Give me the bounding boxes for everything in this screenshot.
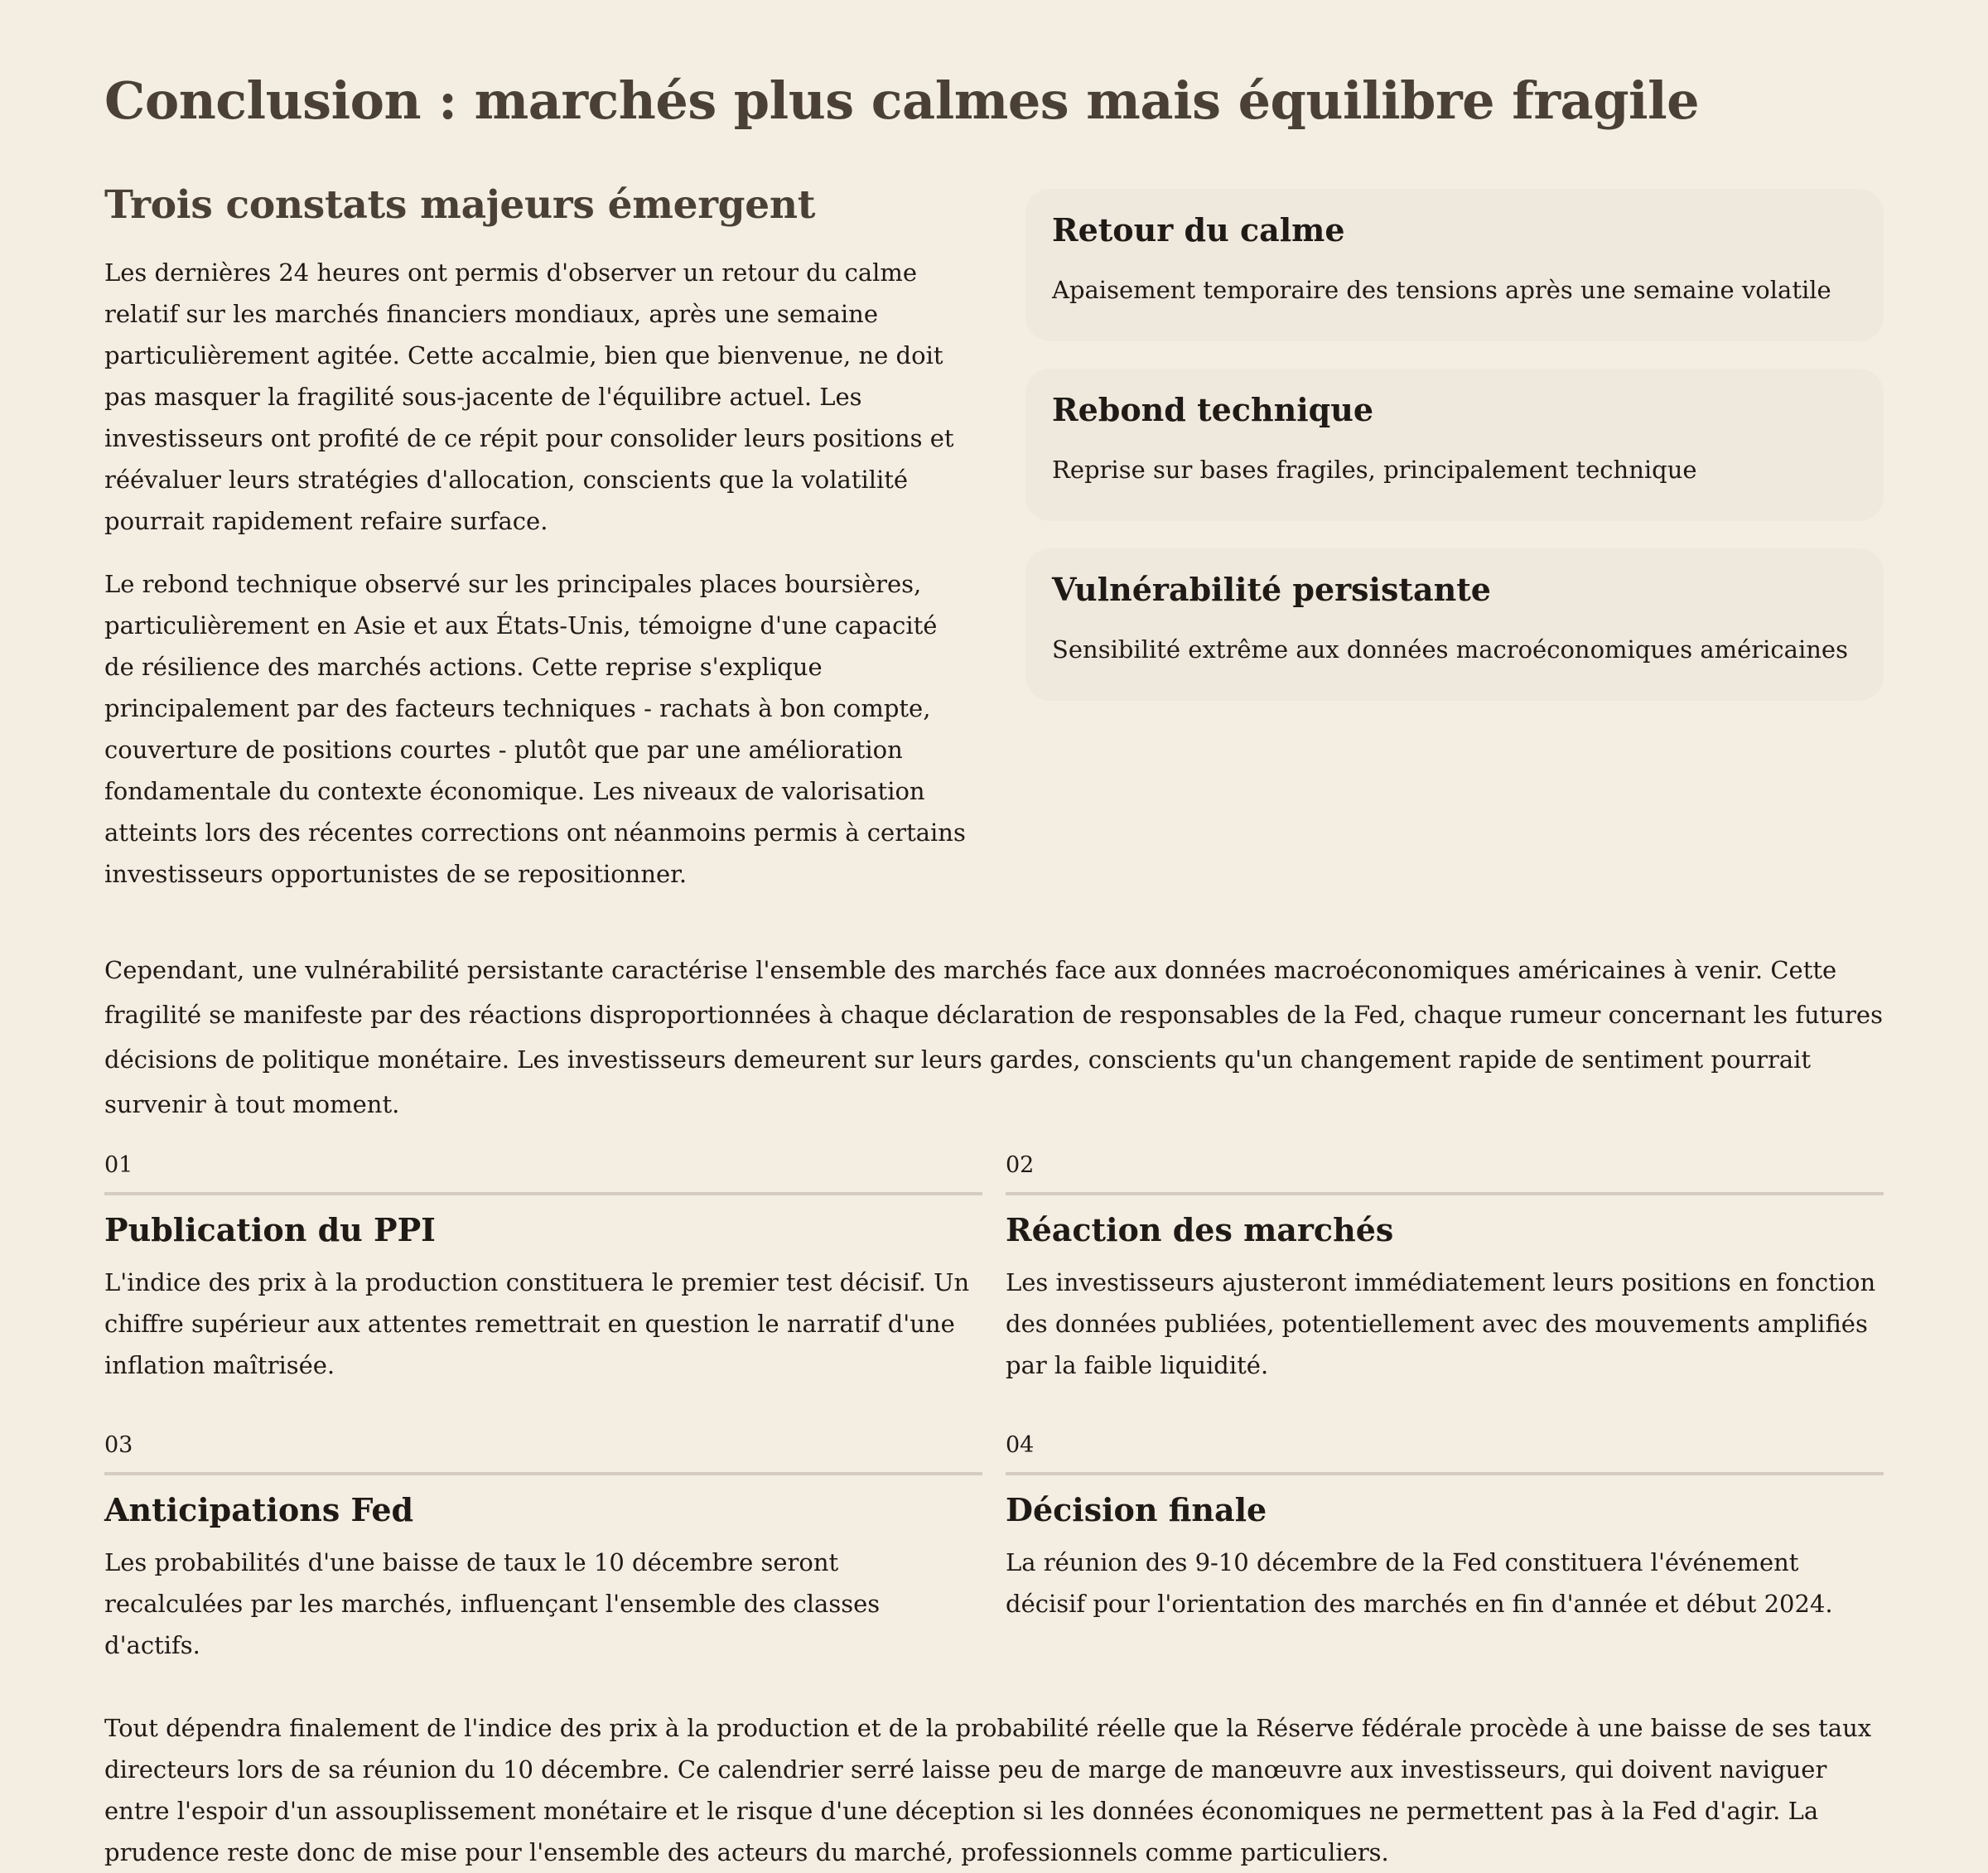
step-item — [1006, 1431, 1884, 1666]
intro-column — [104, 181, 966, 916]
step-text: L'indice des prix à la production constituera le premier test décisif. Un chiffre supérieur aux attentes remettrait en question le narratif d'une inflation maîtrisée. — [104, 1268, 970, 1379]
section-subtitle: Trois constats majeurs émergent — [104, 182, 816, 228]
step-item — [104, 1431, 982, 1666]
step-text: Les investisseurs ajusteront immédiatement leurs positions en fonction des données publiées, potentiellement avec des mouvements amplifiés par la faible liquidité. — [1006, 1268, 1876, 1379]
step-title: Anticipations Fed — [104, 1491, 414, 1528]
finding-card-title: Vulnérabilité persistante — [1052, 571, 1491, 608]
step-item — [1006, 1151, 1884, 1386]
finding-card-text: Reprise sur bases fragiles, principalement technique — [1052, 456, 1697, 484]
step-text: La réunion des 9-10 décembre de la Fed constituera l'événement décisif pour l'orientation des marchés en fin d'année et début 2024. — [1006, 1548, 1833, 1618]
closing-paragraph: Tout dépendra finalement de l'indice des prix à la production et de la probabilité réelle que la Réserve fédérale procède à une baisse de ses taux directeurs lors de sa réunion du 10 décembre. Ce calendrier serré laisse peu de marge de manœuvre aux investisseurs, qui doivent naviguer entre l'espoir d'un assouplissement monétaire et le risque d'une déception si les données économiques ne permettent pas à la Fed d'agir. La prudence reste donc de mise pour l'ensemble des acteurs du marché, professionnels comme particuliers. — [104, 1714, 1872, 1866]
step-title: Réaction des marchés — [1006, 1211, 1394, 1248]
finding-card-rebound — [1025, 369, 1884, 521]
step-number: 02 — [1006, 1151, 1884, 1195]
page-title: Conclusion : marchés plus calmes mais équilibre fragile — [104, 70, 1700, 131]
step-title: Publication du PPI — [104, 1211, 436, 1248]
step-number: 04 — [1006, 1431, 1884, 1475]
intro-paragraph-2: Le rebond technique observé sur les principales places boursières, particulièrement en Asie et aux États-Unis, témoigne d'une capacité de résilience des marchés actions. Cette reprise s'explique principalement par des facteurs techniques - rachats à bon compte, couverture de positions courtes - plutôt que par une amélioration fondamentale du contexte économique. Les niveaux de valorisation atteints lors des récentes corrections ont néanmoins permis à certains investisseurs opportunistes de se repositionner. — [104, 570, 966, 888]
finding-card-text: Sensibilité extrême aux données macroéconomiques américaines — [1052, 635, 1848, 664]
step-number: 03 — [104, 1431, 982, 1475]
finding-card-text: Apaisement temporaire des tensions après une semaine volatile — [1052, 276, 1831, 304]
finding-card-title: Rebond technique — [1052, 391, 1374, 428]
intro-paragraph-1: Les dernières 24 heures ont permis d'observer un retour du calme relatif sur les marchés financiers mondiaux, après une semaine particulièrement agitée. Cette accalmie, bien que bienvenue, ne doit pas masquer la fragilité sous-jacente de l'équilibre actuel. Les investisseurs ont profité de ce répit pour consolider leurs positions et réévaluer leurs stratégies d'allocation, conscients que la volatilité pourrait rapidement refaire surface. — [104, 258, 954, 535]
finding-card-title: Retour du calme — [1052, 211, 1345, 249]
step-item — [104, 1151, 982, 1386]
intro-section — [104, 181, 1884, 916]
step-title: Décision finale — [1006, 1491, 1267, 1528]
timeline-steps — [104, 1151, 1884, 1666]
step-text: Les probabilités d'une baisse de taux le 10 décembre seront recalculées par les marchés, influençant l'ensemble des classes d'actifs. — [104, 1548, 881, 1659]
finding-card-calm — [1025, 189, 1884, 341]
step-number: 01 — [104, 1151, 982, 1195]
finding-card-vulnerability — [1025, 548, 1884, 701]
key-findings-column — [1025, 181, 1884, 916]
vulnerability-paragraph: Cependant, une vulnérabilité persistante caractérise l'ensemble des marchés face aux données macroéconomiques américaines à venir. Cette fragilité se manifeste par des réactions disproportionnées à chaque déclaration de responsables de la Fed, chaque rumeur concernant les futures décisions de politique monétaire. Les investisseurs demeurent sur leurs gardes, conscients qu'un changement rapide de sentiment pourrait survenir à tout moment. — [104, 956, 1883, 1118]
